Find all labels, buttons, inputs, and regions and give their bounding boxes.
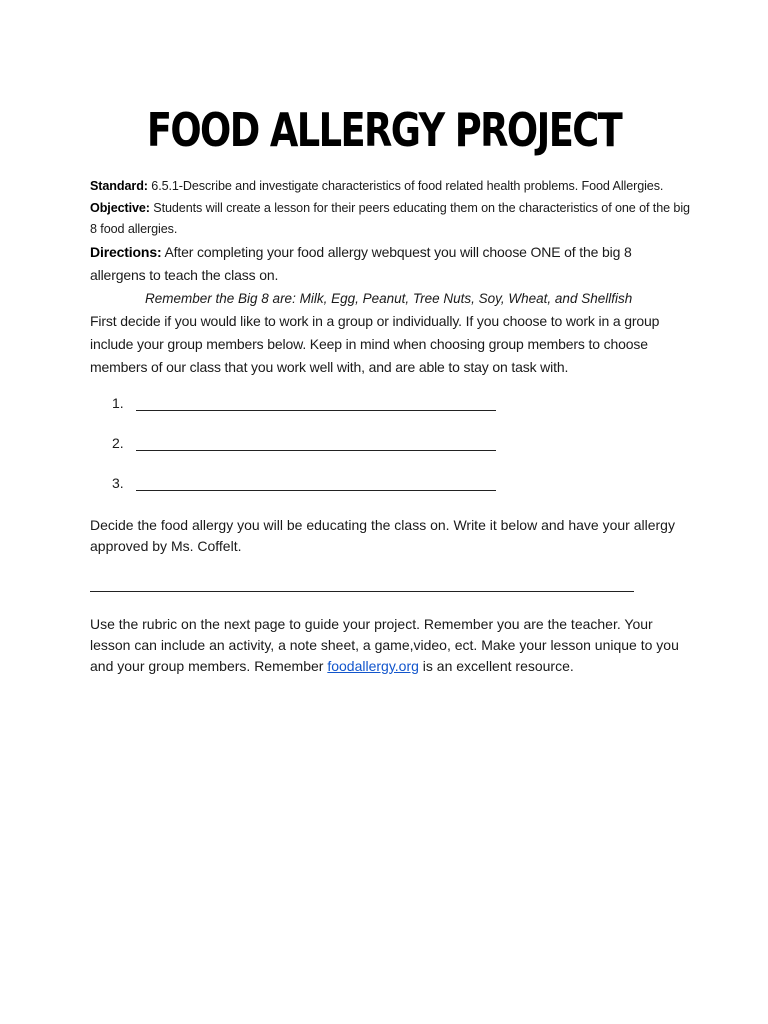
group-members-list (90, 395, 690, 515)
objective-paragraph (90, 198, 690, 241)
group-member-blank[interactable] (136, 435, 496, 451)
list-item (90, 435, 690, 475)
group-member-blank[interactable] (136, 395, 496, 411)
big-8-reminder: Remember the Big 8 are: Milk, Egg, Peanut, Tree Nuts, Soy, Wheat, and Shellfish (145, 290, 633, 306)
decide-paragraph: Decide the food allergy you will be educating the class on. Write it below and have your allergy approved by Ms. Coffelt. (90, 516, 675, 554)
directions-paragraph (90, 241, 690, 287)
rubric-text-end: is an excellent resource. (418, 657, 574, 674)
allergy-blank[interactable] (90, 581, 634, 592)
objective-text: Students will create a lesson for their peers educating them on the characteristics of one of the big 8 food allergies. (90, 200, 690, 236)
group-paragraph: First decide if you would like to work in a group or individually. If you choose to work in a group include your group members below. Keep in mind when choosing group members to choose members of our class that you work well with, and are able to stay on task with. (90, 312, 660, 375)
rubric-paragraph (90, 614, 690, 677)
rubric-text: Use the rubric on the next page to guide your project. Remember you are the teacher. Your lesson can include an activity, a note sheet, a game,video, ect. Make your lesson unique to you and your group members. Remember (90, 615, 679, 674)
objective-label: Objective: (90, 200, 150, 215)
list-item-number: 3. (112, 474, 124, 491)
list-item-number: 1. (112, 394, 124, 411)
standard-line (90, 176, 690, 198)
document-body (90, 176, 690, 677)
foodallergy-link[interactable]: foodallergy.org (327, 657, 419, 674)
standard-label: Standard: (90, 179, 148, 193)
group-member-blank[interactable] (136, 475, 496, 491)
list-item-number: 2. (112, 434, 124, 451)
list-item (90, 475, 690, 515)
directions-label: Directions: (90, 243, 162, 260)
directions-text: After completing your food allergy webquest you will choose ONE of the big 8 allergens to teach the class on. (90, 243, 632, 283)
page-title: FOOD ALLERGY PROJECT (146, 103, 622, 157)
list-item (90, 395, 690, 435)
standard-text: 6.5.1-Describe and investigate characteristics of food related health problems. Food Allergies. (147, 179, 664, 193)
